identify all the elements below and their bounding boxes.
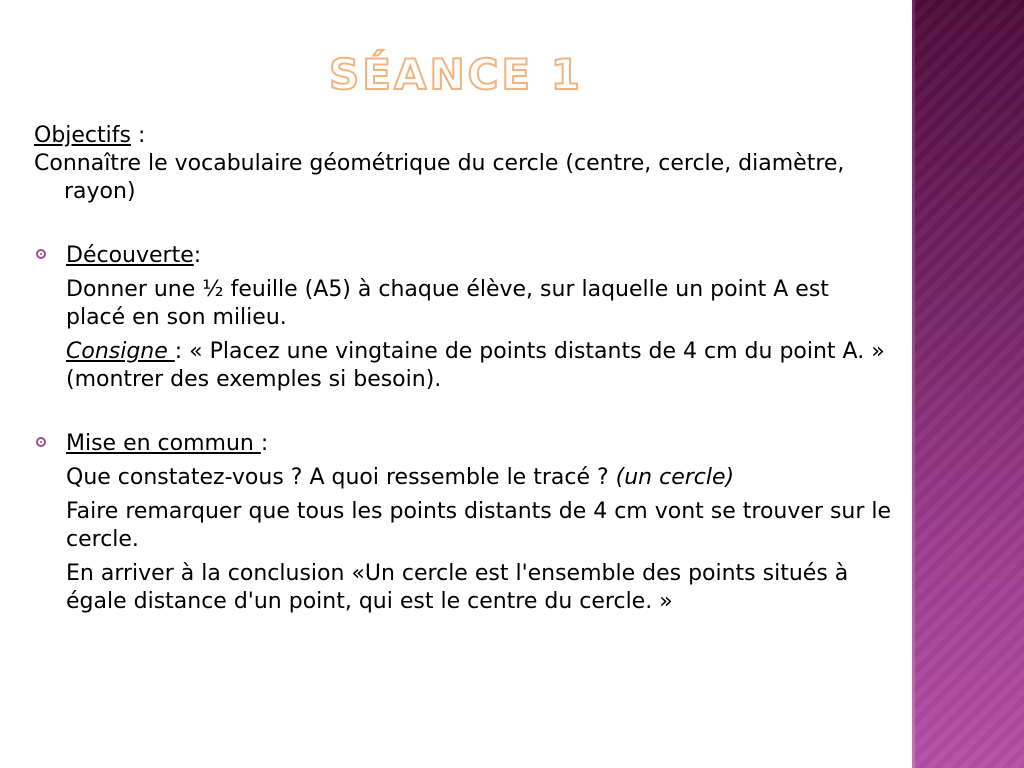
slide-title: SÉANCE 1 bbox=[329, 50, 583, 99]
objectives-heading-suffix: : bbox=[130, 123, 146, 148]
discovery-line-1: Donner une ½ feuille (A5) à chaque élève, sur laquelle un point A est placé en son milieu. bbox=[66, 277, 829, 330]
circle-bullet-icon bbox=[36, 437, 46, 447]
objectives-text: Connaître le vocabulaire géométrique du cercle (centre, cercle, diamètre, rayon) bbox=[34, 151, 845, 204]
objectives-heading: Objectifs bbox=[34, 123, 131, 148]
sharing-section bbox=[34, 430, 894, 458]
spacer bbox=[34, 206, 894, 242]
side-band-texture bbox=[912, 0, 1024, 768]
slide-content bbox=[34, 122, 894, 616]
sharing-answer: (un cercle) bbox=[615, 465, 735, 490]
sharing-line-1 bbox=[34, 464, 894, 492]
instruction-text: : « Placez une vingtaine de points distants de 4 cm du point A. » (montrer des exemples si besoin). bbox=[66, 339, 885, 392]
discovery-instruction bbox=[34, 338, 894, 394]
decorative-side-band bbox=[912, 0, 1024, 768]
sharing-line-2: Faire remarquer que tous les points distants de 4 cm vont se trouver sur le cercle. bbox=[66, 499, 892, 552]
objectives-heading-line bbox=[34, 122, 894, 150]
side-band-edge bbox=[912, 0, 915, 768]
sharing-question: Que constatez-vous ? A quoi ressemble le tracé ? bbox=[66, 465, 616, 490]
discovery-heading-line bbox=[66, 242, 894, 270]
sharing-line-3: En arriver à la conclusion «Un cercle est l'ensemble des points situés à égale distance d'un point, qui est le centre du cercle. » bbox=[66, 561, 849, 614]
spacer bbox=[34, 394, 894, 430]
sharing-heading-suffix: : bbox=[260, 431, 269, 456]
circle-bullet-icon bbox=[36, 249, 46, 259]
discovery-heading: Découverte bbox=[66, 243, 194, 268]
sharing-heading-line bbox=[66, 430, 894, 458]
instruction-label: Consigne bbox=[66, 339, 175, 364]
sharing-heading: Mise en commun bbox=[66, 431, 261, 456]
discovery-section bbox=[34, 242, 894, 270]
discovery-heading-suffix: : bbox=[193, 243, 202, 268]
